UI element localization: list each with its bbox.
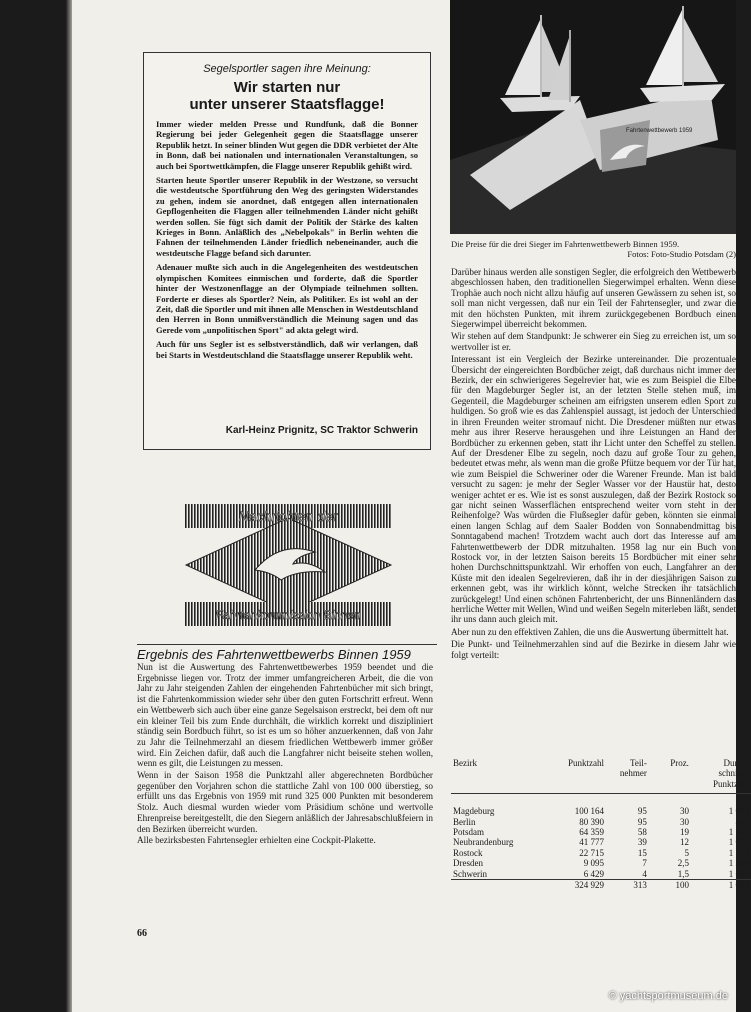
- opinion-paragraph: Starten heute Sportler unserer Republik in der Westzone, so versucht die westdeutsche Sportführung den Weg des geringsten Widerstandes zu gehen, indem sie anordnet, daß entgegen allen internationalen Gepflogenheiten die Flaggen aller teilnehmenden Länder nicht gehißt werden sollen. Sie fügt sich damit der Politik der Stärke des kalten Krieges in Bonn. Anläßlich des „Nebelpokals" in Berlin wehten die Fahnen der teilnehmenden Länder friedlich nebeneinander, auch die westdeutsche Flagge befand sich darunter.: [156, 175, 418, 258]
- opinion-paragraph: Auch für uns Segler ist es selbstverständlich, daß wir verlangen, daß bei Starts in Westdeutschland die Staatsflagge unserer Republik weht.: [156, 339, 418, 360]
- article-paragraph: Alle bezirksbesten Fahrtensegler erhielten eine Cockpit-Plakette.: [137, 835, 376, 846]
- col-header-durchschnitt: Durch- schnitts- Punktzahl: [691, 758, 751, 794]
- article-paragraph: Aber nun zu den effektiven Zahlen, die uns die Auswertung übermittelt hat.: [451, 626, 729, 637]
- photo-caption: [451, 239, 736, 259]
- table-row: Magdeburg 100 164 95 30 1 054: [453, 806, 749, 817]
- headline-line-1: Wir starten nur: [233, 79, 341, 96]
- opinion-paragraph: Immer wieder melden Presse und Rundfunk, daß die Bonner Regierung bei jeder Gelegenheit gegen die Staatsflagge unserer Republik hetzt. In seiner blinden Wut gegen die DDR verbietet der Alte in Bonn, daß bei nationalen und internationalen Veranstaltungen, so auch bei Sportwettkämpfen, die Flagge unserer Republik gehißt wird.: [156, 119, 418, 171]
- table-header-row: [451, 758, 751, 794]
- trophy-photo: [450, 0, 736, 234]
- opinion-kicker: Segelsportler sagen ihre Meinung:: [203, 63, 371, 75]
- col-header-bezirk: Bezirk: [451, 758, 548, 794]
- col-header-punktzahl: Punktzahl: [548, 758, 606, 794]
- table-row: Berlin 80 390 95 30 846: [453, 816, 749, 827]
- opinion-paragraph: Adenauer mußte sich auch in die Angelegenheiten des westdeutschen olympischen Komitees einmischen und forderte, daß die Sportler hinter der Westzonenflagge an der Olympiade teilnehmen sollten. Forderte er dieses als Sportler? Nein, als Politiker. Es ist wohl an der Zeit, daß die Sportler und mit ihnen alle Menschen in Westdeutschland den Herren in Bonn unmißverständlich die Meinung sagen und das Gerede vom „unpolitischen Sport" ad akta gelegt wird.: [156, 262, 418, 335]
- article-left-column: [137, 662, 433, 847]
- caption-text: Die Preise für die drei Sieger im Fahrtenwettbewerb Binnen 1959.: [451, 239, 680, 249]
- table-row: Potsdam 64 359 58 19 1 109: [453, 827, 749, 838]
- caption-credit: Fotos: Foto-Studio Potsdam (2): [627, 249, 736, 259]
- article-right-column: [451, 267, 736, 733]
- article-paragraph: Nun ist die Auswertung des Fahrtenwettbewerbes 1959 beendet und die Ergebnisse liegen vor. Trotz der immer umfangreicheren Arbeit, die die von Jahr zu Jahr steigenden Zahlen der eingehenden Fahrtenbücher mit sich bringt, ist die Fahrtenkommission wieder sehr über den guten Fortschritt erfreut. Wenn ein Wettbewerb sich auch über eine ganze Segelsaison erstreckt, bei dem oft nur ein kleiner Teil bis zum Ende durchhält, die wirklich korrekt und diszipliniert ständig sein Bordbuch führt, so ist es um so höher anzuerkennen, daß von Jahr zu Jahr die Teilnehmerzahl an diesem friedlichen Wettbewerb immer größer wird. Ein Zeichen dafür, daß auch die Langfahrer nicht beiseite stehen wollen, wenn es gilt, die Leistungen zu messen.: [137, 662, 433, 769]
- opinion-headline: [144, 79, 430, 113]
- article-title: Ergebnis des Fahrtenwettbewerbs Binnen 1959: [137, 644, 437, 662]
- trophy-badge-text: Fahrtenwettbewerb 1959: [626, 128, 693, 134]
- headline-line-2: unter unserer Staatsflagge!: [189, 96, 385, 113]
- table-row: Dresden 9 095 7 2,5 1 299: [453, 858, 749, 869]
- article-paragraph: Interessant ist ein Vergleich der Bezirke untereinander. Die prozentuale Übersicht der eingereichten Bordbücher zeigt, daß durchaus nicht immer der Bezirk, der ein schwierigeres Segelrevier hat, wie es zum Beispiel die Elbe für den Magdeburger Segler ist, an der letzten Stelle stehen muß, im Gegenteil, die Magdeburger scheinen am eifrigsten unserem edlen Sport zu huldigen. So groß wie es das Zahlenspiel aussagt, ist jedoch der Unterschied in ihren Freunden weiter stromauf nicht. Die Dresdener müßten nur etwas mehr aus ihrer Reserve herausgehen und ihre Leistungen an Hand der Bordbücher zu erkennen geben, statt ihr Licht unter den Scheffel zu stellen. Auf der Dresdener Elbe zu segeln, noch dazu auf große Tour zu gehen, bedeutet etwas mehr, als wenn man die große Pfütze bequem vor der Tür hat, wie zum Beispiel die Schweriner oder die Warener Freunde. Man ist bald versucht zu sagen: je mehr der Segler Wasser vor der Haustür hat, desto weniger achtet er es. Wie ist es sonst auszulegen, daß der Bezirk Rostock so gar nicht seinen Wasserflächen entsprechend weiter vorn steht in der Reihenfolge? Was würden die Flußsegler dafür geben, könnten sie einmal einen langen Schlag auf dem Saaler Bodden von Sonnabendmittag bis Sonntagabend machen! Trotzdem wacht auch dort das Interesse auf am Fahrtenwettbewerb der DDR mitzuhalten. 1958 lag nur ein Buch von Rostock vor, in der letzten Saison bereits 15 Bordbücher mit einer sehr hohen Durchschnittspunktzahl. Wir erhoffen von euch, Langfahrer an der Küste mit den idealen Segelrevieren, daß ihr in der diesjährigen Saison zu erkennen gebt, was ihr wirklich könnt, welche Strecken ihr tatsächlich zurückgelegt! Und einen schönen Fahrtenbericht, der uns Binnenländern das herrliche Wetter mit Wellen, Wind und weißen Segeln miterleben läßt, sendet ihr uns dann auch gleich mit.: [451, 354, 736, 625]
- opinion-body: [156, 119, 418, 364]
- table-total-row: 324 929 313 100 1 038: [451, 880, 751, 891]
- article-paragraph: Wir stehen auf dem Standpunkt: Je schwerer ein Sieg zu erreichen ist, um so wertvoller ist er.: [451, 331, 736, 352]
- page-number: 66: [137, 928, 147, 939]
- fahrtenkommission-logo: [185, 500, 392, 630]
- logo-bottom-text: Fahrtenkommission Binnen: [215, 608, 361, 622]
- logo-top-text: Nachrichten der: [238, 508, 338, 524]
- table-row: Neubrandenburg 41 777 39 12 1 071: [453, 837, 749, 848]
- col-header-prozent: Proz.: [649, 758, 691, 794]
- article-paragraph: Darüber hinaus werden alle sonstigen Segler, die erfolgreich den Wettbewerb abgeschlossen haben, den traditionellen Siegerwimpel erhalten. Wenn diese Trophäe auch noch nicht allzu häufig auf unseren Gewässern zu sehen ist, so soll man nicht vergessen, daß nur ein Teil der Fahrtensegler, und zwar die mit den höchsten Punkten, mit ihrem zurückgegebenen Bordbuch einen Siegerwimpel überreicht bekommen.: [451, 267, 736, 330]
- col-header-teilnehmer: Teil- nehmer: [606, 758, 649, 794]
- table-row: Rostock 22 715 15 5 1 514: [453, 847, 749, 858]
- article-paragraph: Die Punkt- und Teilnehmerzahlen sind auf die Bezirke in diesem Jahr wie folgt verteilt:: [451, 639, 736, 660]
- opinion-signature: Karl-Heinz Prignitz, SC Traktor Schwerin: [225, 425, 418, 436]
- table-row: Schwerin 6 429 4 1,5 1 607: [453, 868, 749, 879]
- district-results-table: [451, 758, 749, 918]
- watermark: © yachtsportmuseum.de: [608, 990, 728, 1002]
- article-paragraph: Wenn in der Saison 1958 die Punktzahl aller abgerechneten Bordbücher gegenüber den Vorjahren schon die stattliche Zahl von 100 000 überstieg, so erfüllt uns das Ergebnis von 1959 mit rund 325 000 Punkten mit besonderem Stolz. Auch diesmal wurden wieder vom Präsidium schöne und wertvolle Ehrenpreise bereitgestellt, die den Siegern anläßlich der Jahresabschlußfeiern in den Bezirken überreicht wurden.: [137, 770, 433, 834]
- opinion-box: [143, 52, 431, 450]
